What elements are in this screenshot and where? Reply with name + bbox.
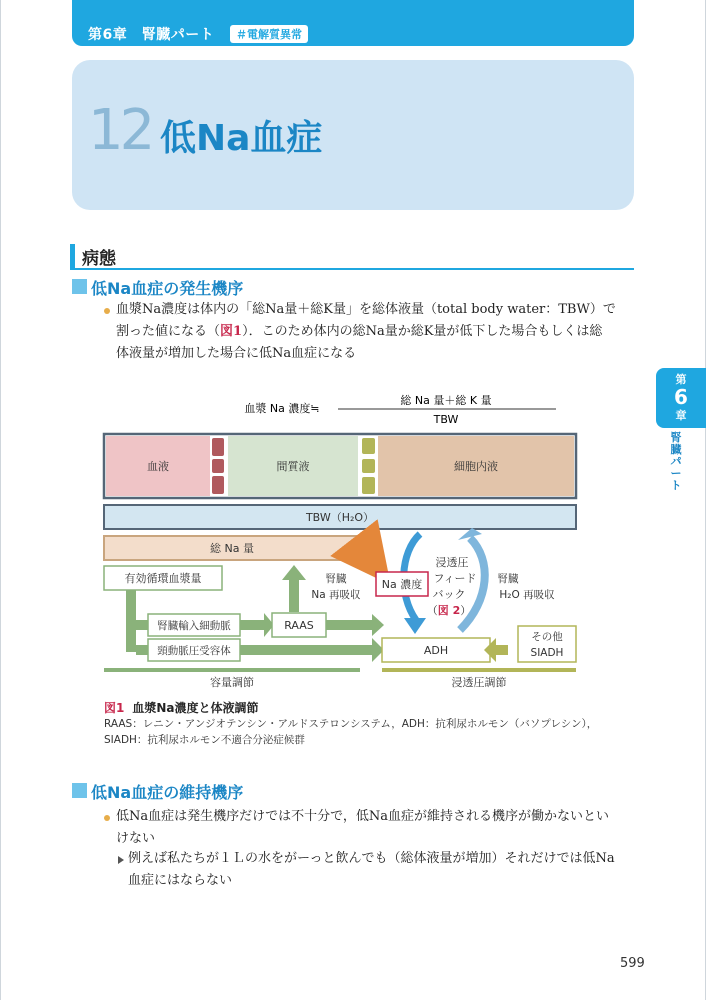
figure-caption-title xyxy=(104,699,259,716)
intracellular-label: 細胞内液 xyxy=(454,460,498,473)
figure-number: 図1 xyxy=(104,701,125,715)
section-number: 12 xyxy=(88,98,152,163)
siadh-label-1: その他 xyxy=(531,631,563,643)
kidney-h2o-label-2: H₂O 再吸収 xyxy=(499,589,555,601)
wall-block xyxy=(212,438,224,456)
osmo-label-1: 浸透圧 xyxy=(435,556,469,569)
tbw-label: TBW（H₂O） xyxy=(305,511,375,524)
side-tab-vertical-label: 腎臓パート xyxy=(670,431,682,492)
raas-to-na-path xyxy=(289,578,299,612)
paragraph-line: けない xyxy=(116,831,156,846)
baro-to-adh-path xyxy=(240,645,372,655)
section-heading-text: 病態 xyxy=(82,249,116,269)
paragraph-maintenance xyxy=(116,806,636,850)
chapter-side-tab[interactable] xyxy=(656,368,706,428)
volume-regulation-bar xyxy=(104,668,360,672)
kidney-na-label-2: Na 再吸収 xyxy=(311,589,361,601)
raas-label: RAAS xyxy=(284,619,314,632)
kidney-na-label-1: 腎臓 xyxy=(325,573,347,585)
na-concentration-label: Na 濃度 xyxy=(381,578,423,591)
formula-left: 血漿 Na 濃度≒ xyxy=(244,402,320,415)
volume-path-vertical xyxy=(126,590,136,652)
paragraph-line: 血症にはならない xyxy=(128,873,233,888)
raas-to-na-arrowhead xyxy=(282,565,306,580)
formula-denominator: TBW xyxy=(433,413,459,426)
figure-caption-note: RAAS：レニン・アンジオテンシン・アルドステロンシステム，ADH：抗利尿ホルモン（バソプレシン），SIADH：抗利尿ホルモン不適合分泌症候群 xyxy=(104,718,598,746)
osmo-regulation-label: 浸透圧調節 xyxy=(451,676,507,689)
volume-path-branch xyxy=(136,620,148,630)
baroreceptor-label: 頸動脈圧受容体 xyxy=(157,645,231,657)
osmo-label-2: フィード xyxy=(433,572,477,585)
membrane-block xyxy=(362,438,375,454)
topic-tag: ＃電解質異常 xyxy=(230,25,308,43)
afferent-label: 腎臓輸入細動脈 xyxy=(157,620,231,632)
membrane-block xyxy=(362,477,375,494)
siadh-label-2: SIADH xyxy=(530,647,564,659)
subheading-square-icon xyxy=(72,783,87,798)
interstitial-label: 間質液 xyxy=(276,460,310,473)
osmo-regulation-bar xyxy=(382,668,576,672)
text-run: 割った値になる（ xyxy=(116,324,221,339)
sub-bullet-triangle-icon xyxy=(118,856,124,864)
side-tab-bottom: 章 xyxy=(675,409,687,422)
figure-reference-link[interactable]: 図1 xyxy=(220,324,243,339)
page-number: 599 xyxy=(620,956,645,971)
subheading-text: 低Na血症の発生機序 xyxy=(91,279,244,298)
osmo-reference: （図 2） xyxy=(426,604,472,617)
kidney-h2o-label-1: 腎臓 xyxy=(497,573,519,585)
paragraph-example xyxy=(128,848,638,892)
wall-block xyxy=(212,459,224,473)
effective-volume-label: 有効循環血漿量 xyxy=(124,572,202,585)
adh-label: ADH xyxy=(423,644,449,657)
total-na-label: 総 Na 量 xyxy=(210,542,254,555)
side-tab-top: 第 xyxy=(675,373,687,386)
na-to-concentration-arrow xyxy=(362,548,376,566)
figure-title: 血漿Na濃度と体液調節 xyxy=(132,701,259,715)
page-title: 低Na血症 xyxy=(160,118,323,159)
plasma-label: 血液 xyxy=(147,460,169,473)
paragraph-line: 低Na血症は発生機序だけでは不十分で，低Na血症が維持される機序が働かないとい xyxy=(116,809,609,824)
osmo-label-3: バック xyxy=(432,588,466,601)
side-tab-number: 6 xyxy=(674,385,688,409)
feedback-arrow-down-head xyxy=(404,618,426,634)
subheading-text: 低Na血症の維持機序 xyxy=(91,783,244,802)
volume-regulation-label: 容量調節 xyxy=(210,676,254,689)
raas-to-adh-path xyxy=(326,620,372,630)
wall-block xyxy=(212,476,224,494)
paragraph-line: 体液量が増加した場合に低Na血症になる xyxy=(116,346,357,361)
paragraph-line: 例えば私たちが１Ｌの水をがーっと飲んでも（総体液量が増加）それだけでは低Na xyxy=(128,851,615,866)
text-run: ）．このため体内の総Na量か総K量が低下した場合もしくは総 xyxy=(242,324,603,339)
volume-path-branch xyxy=(136,645,148,655)
membrane-block xyxy=(362,459,375,473)
bullet-dot-icon xyxy=(104,815,110,821)
afferent-to-raas-path xyxy=(240,620,264,630)
raas-to-adh-arrowhead xyxy=(372,614,384,636)
paragraph-line: 血漿Na濃度は体内の「総Na量＋総K量」を総体液量（total body water：TBW）で xyxy=(116,302,616,317)
formula-numerator: 総 Na 量＋総 K 量 xyxy=(400,394,492,407)
chapter-label: 第6章 腎臓パート xyxy=(88,27,215,43)
